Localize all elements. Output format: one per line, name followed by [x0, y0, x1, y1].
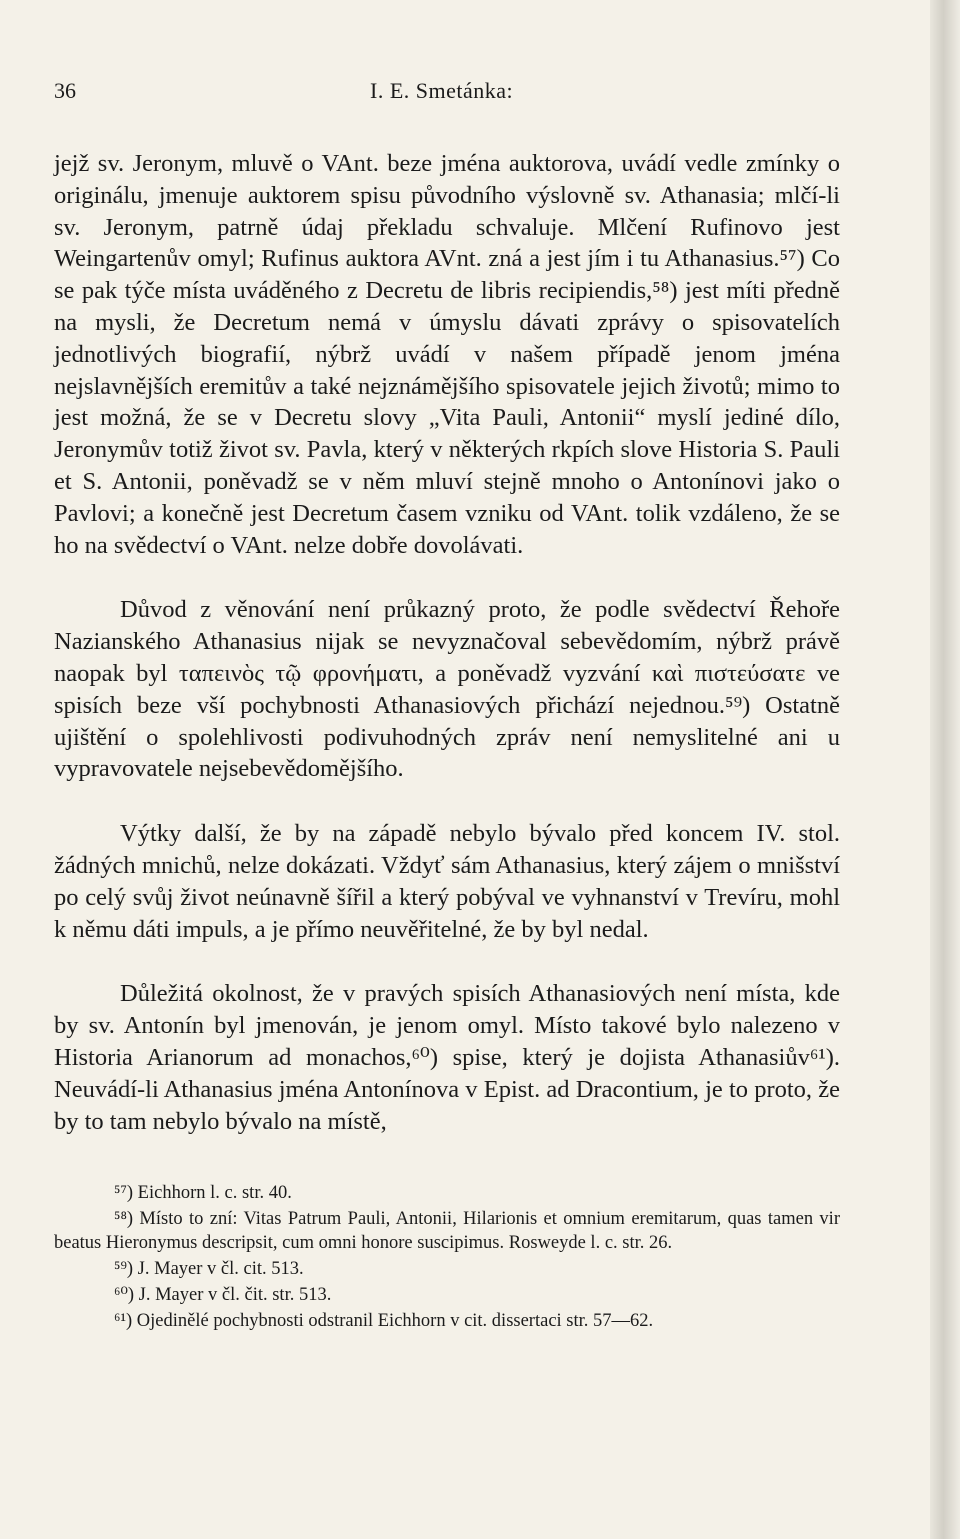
body-text: [54, 148, 840, 1137]
footnotes: [54, 1181, 840, 1333]
book-page: [54, 78, 840, 1333]
paragraph-3: Výtky další, že by na západě nebylo bývalo před koncem IV. stol. žádných mnichů, nelze dokázati. Vždyť sám Athanasius, který zájem o mnišství po celý svůj život neúnavně šířil a který pobýval ve vyhnanství v Trevíru, mohl k němu dáti impuls, a je přímo neuvěřitelné, že by byl nedal.: [54, 820, 840, 943]
page-number: 36: [54, 78, 76, 103]
footnote-57: ⁵⁷) Eichhorn l. c. str. 40.: [114, 1183, 292, 1204]
running-head: I. E. Smetánka:: [370, 78, 514, 103]
page-header: [54, 78, 840, 112]
footnote-60: ⁶⁰) J. Mayer v čl. čit. str. 513.: [114, 1285, 332, 1306]
footnote-59: ⁵⁹) J. Mayer v čl. cit. 513.: [114, 1259, 304, 1280]
paragraph-1: jejž sv. Jeronym, mluvě o VAnt. beze jména auktorova, uvádí vedle zmínky o originálu, jmenuje auktorem spisu původního výslovně sv. Athanasia; mlčí-li sv. Jeronym, patrně údaj překladu schvaluje. Mlčení Rufinovo jest Weingartenův omyl; Rufinus auktora AVnt. zná a jest jím i tu Athanasius.⁵⁷) Co se pak týče místa uváděného z Decretu de libris recipiendis,⁵⁸) jest míti předně na mysli, že Decretum nemá v úmyslu dávati zprávy o spisovatelích jednotlivých biografií, nýbrž uvádí v našem případě jenom jména nejslavnějších eremitův a také nejznámějšího spisovatele jejich životů; mimo to jest možná, že se v Decretu slovy „Vita Pauli, Antonii“ myslí jediné dílo, Jeronymův totiž život sv. Pavla, který v některých rkpích slove Historia S. Pauli et S. Antonii, poněvadž se v něm mluví stejně mnoho o Antonínovi jako o Pavlovi; a konečně jest Decretum časem vzniku od VAnt. tolik vzdáleno, že se ho na svědectví o VAnt. nelze dobře dovolávati.: [54, 150, 840, 559]
scan-page-edge: [930, 0, 960, 1539]
paragraph-2: Důvod z věnování není průkazný proto, že podle svědectví Řehoře Nazianského Athanasius nijak se nevyznačoval sebevědomím, nýbrž právě naopak byl ταπεινὸς τῷ φρονήματι, a poněvadž vyzvání καὶ πιστεύσατε ve spisích beze vší pochybnosti Athanasiových přichází nejednou.⁵⁹) Ostatně ujištění o spolehlivosti podivuhodných zpráv není nemyslitelné ani u vypravovatele nejsebevědomějšího.: [54, 596, 840, 783]
footnote-58: ⁵⁸) Místo to zní: Vitas Patrum Pauli, Antonii, Hilarionis et omnium eremitarum, quas tamen vir beatus Hieronymus descripsit, cum omni honore suscipimus. Rosweyde l. c. str. 26.: [54, 1209, 840, 1254]
footnote-61: ⁶¹) Ojedinělé pochybnosti odstranil Eichhorn v cit. dissertaci str. 57—62.: [114, 1311, 654, 1332]
paragraph-4: Důležitá okolnost, že v pravých spisích Athanasiových není místa, kde by sv. Antonín byl jmenován, je jenom omyl. Místo takové bylo nalezeno v Historia Arianorum ad monachos,⁶⁰) spise, který je dojista Athanasiův⁶¹). Neuvádí-li Athanasius jména Antonínova v Epist. ad Dracontium, je to proto, že by to tam nebylo bývalo na místě,: [54, 980, 840, 1135]
